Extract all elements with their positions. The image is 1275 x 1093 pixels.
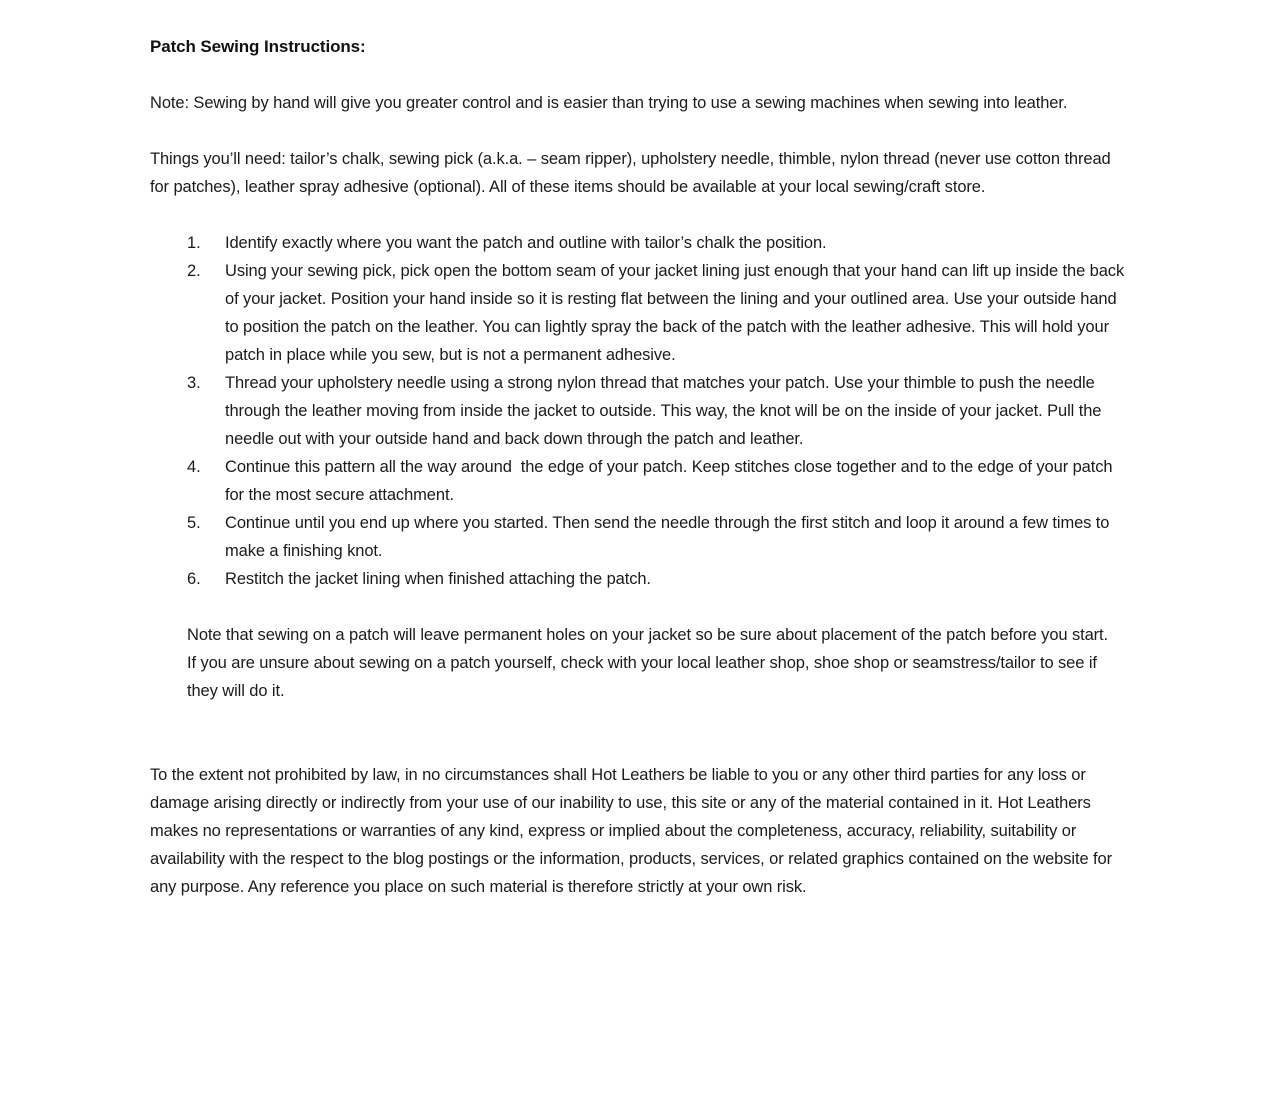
intro-note-paragraph: Note: Sewing by hand will give you greater control and is easier than trying to use a sewing machines when sewing into leather.	[150, 94, 1068, 112]
list-item-number: 2.	[187, 262, 201, 280]
list-item	[150, 453, 1125, 509]
list-item-text: Continue this pattern all the way around the edge of your patch. Keep stitches close together and to the edge of your patch for the most secure attachment.	[225, 458, 1117, 504]
list-item-text: Restitch the jacket lining when finished attaching the patch.	[225, 570, 651, 588]
list-item	[150, 369, 1125, 453]
instructions-list	[150, 229, 1129, 593]
list-item-text: Using your sewing pick, pick open the bottom seam of your jacket lining just enough that your hand can lift up inside the back of your jacket. Position your hand inside so it is resting flat between the lining and your outlined area. Use your outside hand to position the patch on the leather. You can lightly spray the back of the patch with the leather adhesive. This will hold your patch in place while you sew, but is not a permanent adhesive.	[225, 262, 1129, 364]
list-item-number: 1.	[187, 234, 201, 252]
list-item-text: Continue until you end up where you started. Then send the needle through the first stitch and loop it around a few times to make a finishing knot.	[225, 514, 1114, 560]
list-item-number: 3.	[187, 374, 201, 392]
list-item	[150, 229, 1125, 257]
list-item-number: 5.	[187, 514, 201, 532]
list-item	[150, 565, 1125, 593]
supplies-paragraph: Things you’ll need: tailor’s chalk, sewing pick (a.k.a. – seam ripper), upholstery needle, thimble, nylon thread (never use cotton thread for patches), leather spray adhesive (optional). All of these items should be available at your local sewing/craft store.	[150, 150, 1116, 196]
placement-note-paragraph: Note that sewing on a patch will leave permanent holes on your jacket so be sure about placement of the patch before you start.	[187, 626, 1109, 644]
list-item-number: 4.	[187, 458, 201, 476]
notes-block	[187, 621, 1125, 705]
document-title: Patch Sewing Instructions:	[150, 37, 366, 56]
list-item	[150, 509, 1125, 565]
list-item-text: Identify exactly where you want the patch and outline with tailor’s chalk the position.	[225, 234, 827, 252]
alternative-note-paragraph: If you are unsure about sewing on a patch yourself, check with your local leather shop, shoe shop or seamstress/tailor to see if they will do it.	[187, 654, 1102, 700]
list-item-number: 6.	[187, 570, 201, 588]
list-item	[150, 257, 1129, 369]
list-item-text: Thread your upholstery needle using a strong nylon thread that matches your patch. Use your thimble to push the needle through the leather moving from inside the jacket to outside. This way, the knot will be on the inside of your jacket. Pull the needle out with your outside hand and back down through the patch and leather.	[225, 374, 1106, 448]
disclaimer-paragraph: To the extent not prohibited by law, in no circumstances shall Hot Leathers be liable to you or any other third parties for any loss or damage arising directly or indirectly from your use of our inability to use, this site or any of the material contained in it. Hot Leathers makes no representations or warranties of any kind, express or implied about the completeness, accuracy, reliability, suitability or availability with the respect to the blog postings or the information, products, services, or related graphics contained on the website for any purpose. Any reference you place on such material is therefore strictly at your own risk.	[150, 766, 1117, 896]
